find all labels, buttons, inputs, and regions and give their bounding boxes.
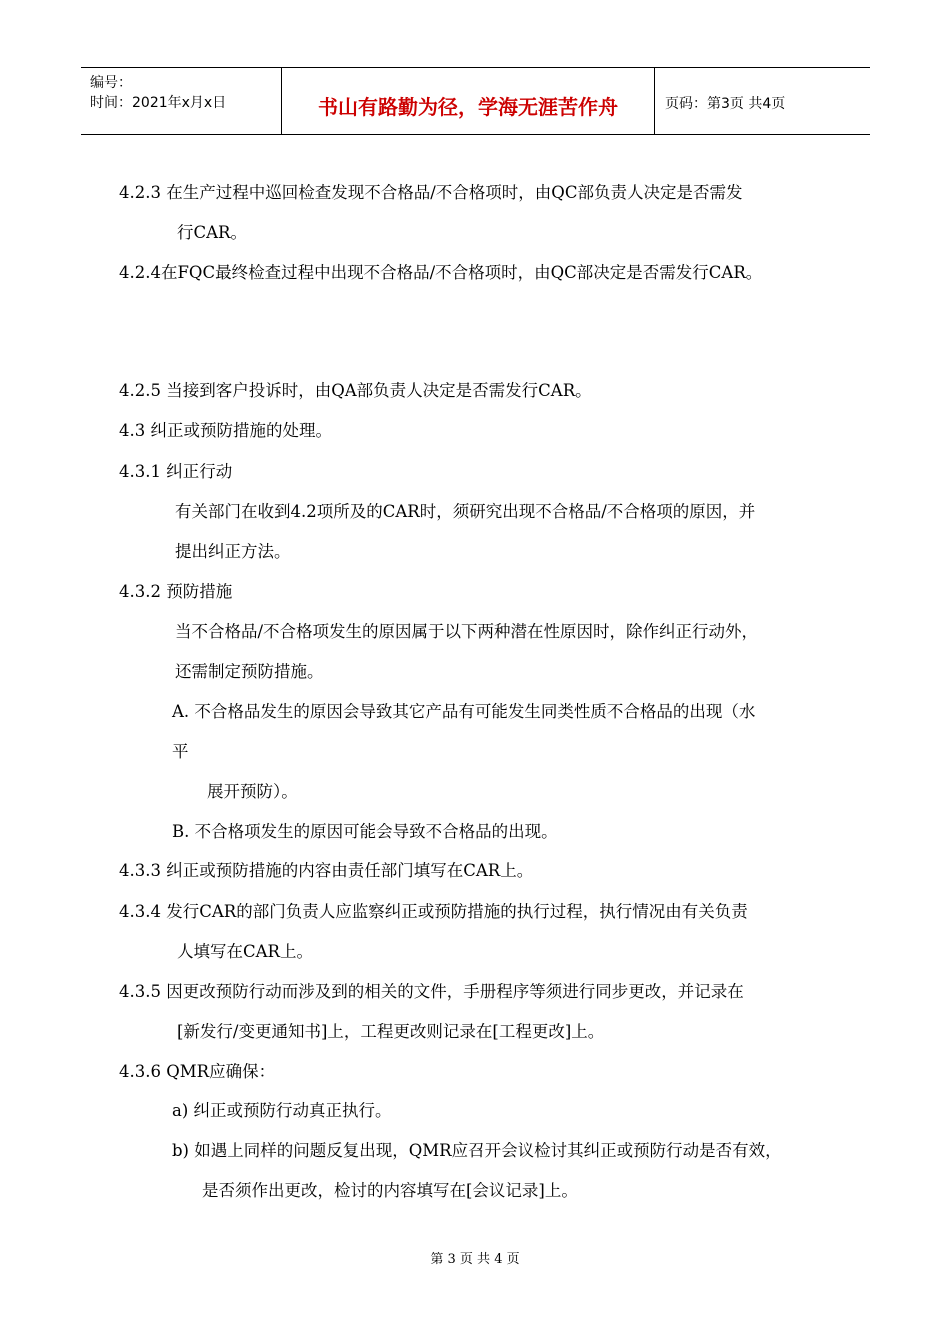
body-line: 4.2.3 在生产过程中巡回检查发现不合格品/不合格项时，由QC部负责人决定是否需发	[119, 183, 743, 202]
body-line: a) 纠正或预防行动真正执行。	[172, 1101, 392, 1120]
body-line: 4.3.6 QMR应确保：	[119, 1062, 276, 1081]
body-line: 4.3 纠正或预防措施的处理。	[119, 421, 332, 440]
document-number-label: 编号：	[90, 75, 132, 91]
header-motto-cell	[282, 68, 655, 134]
body-line: A. 不合格品发生的原因会导致其它产品有可能发生同类性质不合格品的出现（水	[172, 702, 756, 721]
header-page-info: 页码：第3页 共4页	[665, 96, 786, 112]
header-page-cell	[655, 68, 870, 134]
body-line: 是否须作出更改，检讨的内容填写在[会议记录]上。	[202, 1181, 578, 1200]
body-line: 4.3.1 纠正行动	[119, 462, 233, 481]
body-line: 4.3.2 预防措施	[119, 582, 233, 601]
document-date-label: 时间：2021年x月x日	[90, 95, 227, 111]
body-line: 展开预防）。	[207, 782, 298, 801]
body-line: 有关部门在收到4.2项所及的CAR时，须研究出现不合格品/不合格项的原因，并	[175, 502, 756, 521]
body-line: 4.2.5 当接到客户投诉时，由QA部负责人决定是否需发行CAR。	[119, 381, 592, 400]
body-line: 还需制定预防措施。	[175, 662, 324, 681]
body-line: 当不合格品/不合格项发生的原因属于以下两种潜在性原因时，除作纠正行动外，	[175, 622, 759, 641]
body-line: 行CAR。	[177, 223, 247, 242]
page-footer: 第 3 页 共 4 页	[430, 1252, 520, 1267]
body-line: 4.2.4在FQC最终检查过程中出现不合格品/不合格项时，由QC部决定是否需发行CAR。	[119, 263, 763, 282]
header-motto: 书山有路勤为径，学海无涯苦作舟	[318, 95, 618, 119]
body-line: 4.3.4 发行CAR的部门负责人应监察纠正或预防措施的执行过程，执行情况由有关负责	[119, 902, 748, 921]
body-line: 平	[172, 742, 189, 761]
document-header	[81, 67, 870, 135]
body-line: 人填写在CAR上。	[177, 942, 313, 961]
body-line: 4.3.5 因更改预防行动而涉及到的相关的文件，手册程序等须进行同步更改，并记录在	[119, 982, 744, 1001]
body-line: b) 如遇上同样的问题反复出现，QMR应召开会议检讨其纠正或预防行动是否有效，	[172, 1141, 782, 1160]
body-line: 提出纠正方法。	[175, 542, 291, 561]
body-line: [新发行/变更通知书]上，工程更改则记录在[工程更改]上。	[177, 1022, 605, 1041]
header-meta-cell	[81, 68, 282, 134]
body-line: 4.3.3 纠正或预防措施的内容由责任部门填写在CAR上。	[119, 861, 534, 880]
body-line: B. 不合格项发生的原因可能会导致不合格品的出现。	[172, 822, 558, 841]
